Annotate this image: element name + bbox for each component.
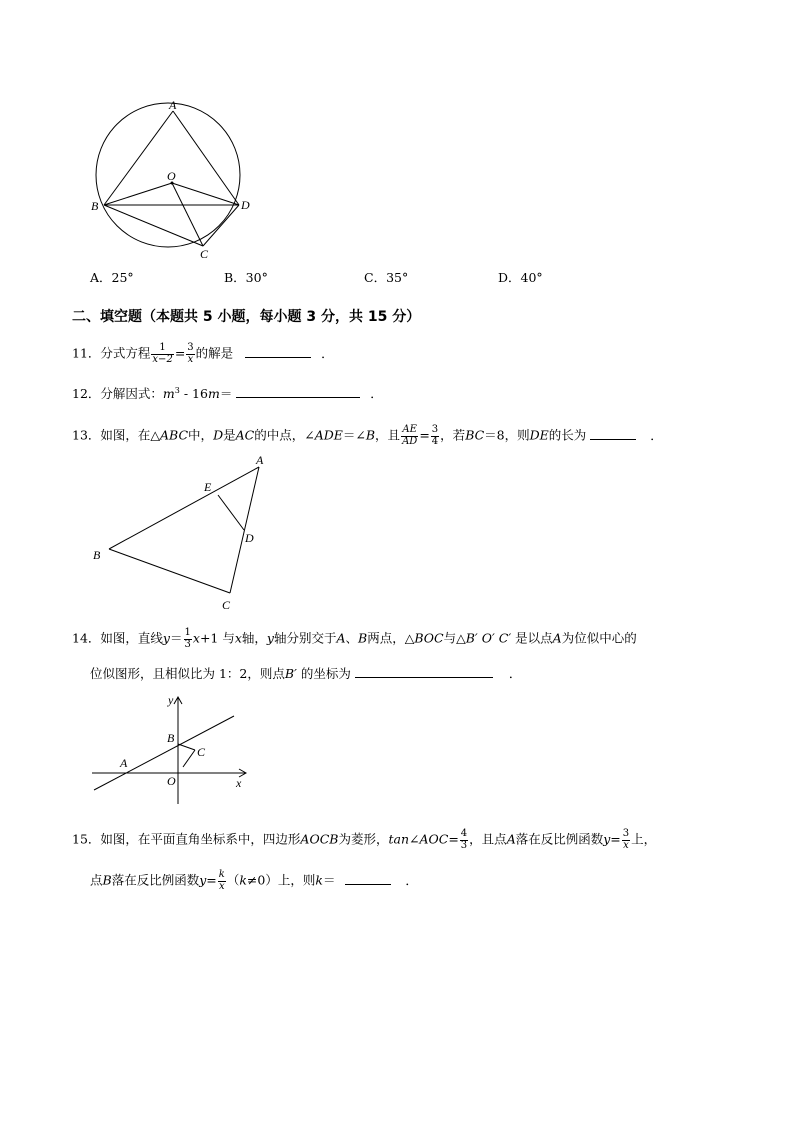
fraction: $\frac{3}{x}$ <box>187 342 194 365</box>
figure-q10-circle <box>88 95 258 265</box>
question-13: 13．如图，在△ABC中，D是AC的中点，∠ADE＝∠B，且 $\frac{AE}{AD}$ = $\frac{3}{4}$ ，若BC＝8，则DE的长为 ． <box>72 424 663 447</box>
answer-blank <box>590 438 636 440</box>
fraction: $\frac{AE}{AD}$ <box>402 424 418 447</box>
question-12: 12．分解因式：$m^3 - 16m=$ ． <box>72 386 383 402</box>
answer-blank <box>236 396 360 398</box>
label-D: D <box>241 198 250 212</box>
fraction: $\frac{1}{3}$ <box>184 627 191 650</box>
label-C: C <box>197 745 206 759</box>
answer-blank <box>355 676 493 678</box>
choice-b: B．30° <box>224 270 268 285</box>
label-A: A <box>169 98 177 112</box>
label-C: C <box>200 247 209 261</box>
question-15-line2: 点B落在反比例函数y= $\frac{k}{x}$ （k≠0）上，则k＝ ． <box>90 869 418 892</box>
label-B: B <box>93 548 101 562</box>
label-O: O <box>167 169 176 183</box>
section-heading: 二、填空题（本题共 5 小题，每小题 3 分，共 15 分） <box>72 309 421 325</box>
fraction: $\frac{4}{3}$ <box>460 828 468 851</box>
choice-d: D．40° <box>498 270 543 285</box>
figure-q14-coordinate <box>88 692 258 804</box>
answer-blank <box>345 883 391 885</box>
label-B: B <box>91 199 99 213</box>
question-14-line2: 位似图形，且相似比为 1：2，则点B′ 的坐标为 ． <box>90 666 522 681</box>
fraction: $\frac{1}{x-2}$ <box>152 342 173 365</box>
fraction: $\frac{3}{x}$ <box>622 828 630 851</box>
fraction: $\frac{3}{4}$ <box>431 424 439 447</box>
question-11: 11．分式方程 $\frac{1}{x-2}$ = $\frac{3}{x}$ 的解是 ． <box>72 342 334 365</box>
label-O: O <box>167 774 176 788</box>
choice-a: A．25° <box>90 270 134 285</box>
answer-blank <box>245 356 311 358</box>
label-A: A <box>120 756 128 770</box>
fraction: $\frac{k}{x}$ <box>218 869 225 892</box>
label-D: D <box>245 531 254 545</box>
choice-c: C．35° <box>364 270 409 285</box>
label-E: E <box>204 480 212 494</box>
label-x: x <box>236 776 242 790</box>
label-y: y <box>168 693 174 707</box>
question-14-line1: 14．如图，直线y＝ $\frac{1}{3}$ x+1 与x轴，y轴分别交于A、B两点，△BOC与△B′ O′ C′ 是以点A为位似中心的 <box>72 627 637 650</box>
question-15-line1: 15．如图，在平面直角坐标系中，四边形AOCB为菱形，tan∠AOC= $\frac{4}{3}$ ，且点A落在反比例函数y= $\frac{3}{x}$ 上， <box>72 828 657 851</box>
label-C: C <box>222 598 231 612</box>
figure-q13-triangle <box>88 450 278 615</box>
label-A: A <box>256 453 264 467</box>
label-B: B <box>167 731 175 745</box>
